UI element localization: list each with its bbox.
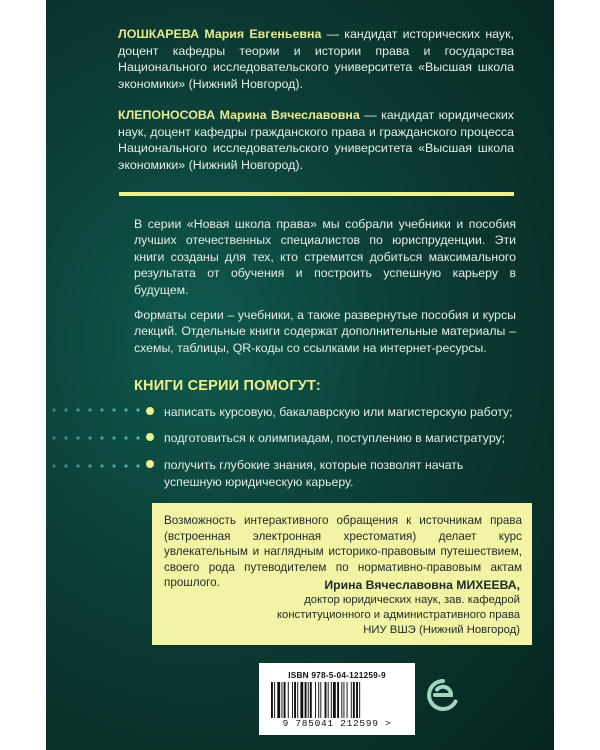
author-block bbox=[118, 26, 514, 92]
list-item bbox=[152, 430, 524, 447]
section-divider bbox=[119, 192, 514, 196]
series-intro bbox=[134, 216, 516, 365]
barcode-label bbox=[259, 663, 415, 735]
review-author-title: доктор юридических наук, зав. кафедрой bbox=[304, 594, 520, 606]
author-name: КЛЕПОНОСОВА Марина Вячеславовна bbox=[118, 108, 360, 122]
list-item bbox=[152, 404, 524, 421]
intro-paragraph: В серии «Новая школа права» мы собрали учебники и пособия лучших отечественных специалистов по юриспруденции. Эти книги созданы для тех, кто стремится добиться максимального результата от обучения и построить успешную карьеру в будущем. bbox=[134, 217, 516, 297]
bullet-icon bbox=[146, 460, 154, 468]
decorative-dots-icon bbox=[46, 400, 156, 490]
bullet-icon bbox=[146, 407, 154, 415]
author-block bbox=[118, 107, 514, 173]
helps-title: КНИГИ СЕРИИ ПОМОГУТ: bbox=[134, 378, 321, 394]
intro-paragraph: Форматы серии – учебники, а также развернутые пособия и курсы лекций. Отдельные книги содержат дополнительные материалы – схемы, таблицы, QR-коды со ссылками на интернет-ресурсы. bbox=[134, 308, 516, 355]
book-back-cover bbox=[46, 0, 554, 750]
helps-list bbox=[152, 404, 524, 499]
barcode-digits: 9 785041 212599 > bbox=[282, 718, 392, 729]
list-item-text: подготовиться к олимпиадам, поступлению в магистратуру; bbox=[164, 430, 506, 445]
review-box bbox=[152, 503, 532, 645]
review-author-title: НИУ ВШЭ (Нижний Новгород) bbox=[363, 624, 520, 636]
eksmo-logo-icon bbox=[426, 678, 460, 712]
review-author-title: конституционного и административного права bbox=[276, 609, 520, 621]
review-text: Возможность интерактивного обращения к источникам права (встроенная электронная хрестоматия) делает курс увлекательным и наглядным историко-правовым путешествием, своего рода путеводителем по нормативно-правовым актам прошлого. bbox=[164, 514, 522, 590]
review-author bbox=[277, 578, 520, 638]
bullet-icon bbox=[146, 433, 154, 441]
author-bio: — кандидат исторических наук, доцент кафедры теории и истории права и государства Национального исследовательского университета «Высшая школа экономики» (Нижний Новгород). bbox=[118, 27, 514, 91]
barcode-icon bbox=[269, 682, 405, 718]
review-author-name: Ирина Вячеславовна МИХЕЕВА, bbox=[324, 578, 520, 592]
list-item bbox=[152, 457, 524, 490]
isbn-text: ISBN 978-5-04-121259-9 bbox=[288, 670, 386, 680]
author-bio: — кандидат юридических наук, доцент кафедры гражданского права и гражданского процесса Национального исследовательского университета «Высшая школа экономики» (Нижний Новгород). bbox=[118, 108, 514, 172]
authors-section bbox=[118, 26, 514, 188]
author-name: ЛОШКАРЕВА Мария Евгеньевна bbox=[118, 27, 322, 41]
list-item-text: написать курсовую, бакалаврскую или магистерскую работу; bbox=[164, 405, 513, 419]
list-item-text: получить глубокие знания, которые позволят начать успешную юридическую карьеру. bbox=[164, 458, 464, 489]
